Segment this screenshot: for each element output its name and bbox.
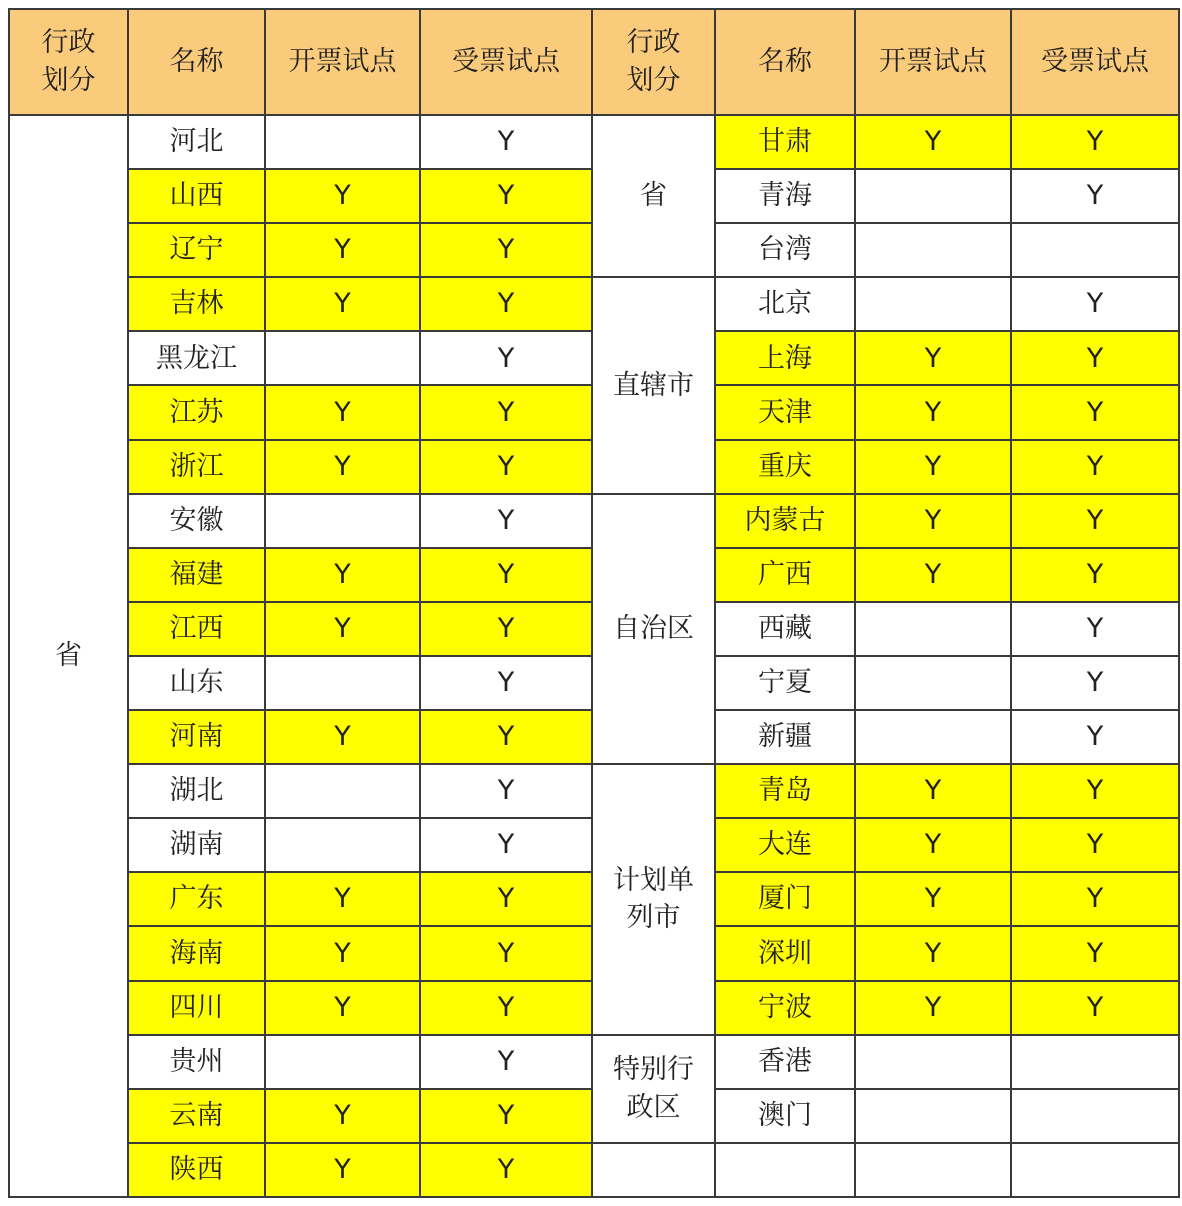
receive-pilot-cell: Y: [1011, 331, 1179, 385]
region-name: 黑龙江: [128, 331, 265, 385]
receive-pilot-cell: Y: [1011, 602, 1179, 656]
receive-pilot-cell: [1011, 1089, 1179, 1143]
receive-pilot-cell: Y: [1011, 440, 1179, 494]
division-cell: 特别行 政区: [592, 1035, 715, 1143]
receive-pilot-cell: Y: [1011, 656, 1179, 710]
table-row: [9, 115, 1179, 169]
header-name: 名称: [715, 9, 855, 115]
issue-pilot-cell: Y: [265, 440, 420, 494]
receive-pilot-cell: Y: [420, 818, 592, 872]
issue-pilot-cell: [855, 656, 1011, 710]
receive-pilot-cell: Y: [420, 764, 592, 818]
issue-pilot-cell: Y: [855, 385, 1011, 439]
region-name: 福建: [128, 548, 265, 602]
receive-pilot-cell: Y: [420, 385, 592, 439]
region-name: 深圳: [715, 926, 855, 980]
issue-pilot-cell: [265, 331, 420, 385]
receive-pilot-cell: Y: [1011, 277, 1179, 331]
issue-pilot-cell: Y: [265, 872, 420, 926]
receive-pilot-cell: Y: [1011, 494, 1179, 548]
issue-pilot-cell: Y: [265, 1143, 420, 1197]
receive-pilot-cell: Y: [1011, 764, 1179, 818]
issue-pilot-cell: Y: [855, 548, 1011, 602]
region-name: 澳门: [715, 1089, 855, 1143]
receive-pilot-cell: Y: [420, 115, 592, 169]
issue-pilot-cell: Y: [855, 115, 1011, 169]
region-name: 云南: [128, 1089, 265, 1143]
region-name: 上海: [715, 331, 855, 385]
region-name: 江苏: [128, 385, 265, 439]
receive-pilot-cell: Y: [1011, 385, 1179, 439]
receive-pilot-cell: Y: [420, 494, 592, 548]
region-name: 内蒙古: [715, 494, 855, 548]
receive-pilot-cell: Y: [420, 926, 592, 980]
issue-pilot-cell: [265, 494, 420, 548]
receive-pilot-cell: Y: [1011, 710, 1179, 764]
issue-pilot-cell: [265, 656, 420, 710]
region-name: 天津: [715, 385, 855, 439]
issue-pilot-cell: [855, 602, 1011, 656]
receive-pilot-cell: Y: [1011, 169, 1179, 223]
region-name: 西藏: [715, 602, 855, 656]
region-name: 海南: [128, 926, 265, 980]
table-row: [9, 277, 1179, 331]
region-name: 贵州: [128, 1035, 265, 1089]
issue-pilot-cell: [855, 277, 1011, 331]
receive-pilot-cell: [1011, 1035, 1179, 1089]
receive-pilot-cell: Y: [420, 548, 592, 602]
division-cell: 自治区: [592, 494, 715, 764]
region-name: 河南: [128, 710, 265, 764]
region-name: 新疆: [715, 710, 855, 764]
region-name: 江西: [128, 602, 265, 656]
receive-pilot-cell: Y: [420, 710, 592, 764]
receive-pilot-cell: Y: [420, 1089, 592, 1143]
receive-pilot-cell: Y: [420, 1035, 592, 1089]
issue-pilot-cell: Y: [265, 926, 420, 980]
receive-pilot-cell: Y: [420, 277, 592, 331]
issue-pilot-cell: [855, 1089, 1011, 1143]
receive-pilot-cell: Y: [1011, 926, 1179, 980]
receive-pilot-cell: [1011, 223, 1179, 277]
table-row: [9, 494, 1179, 548]
receive-pilot-cell: Y: [420, 656, 592, 710]
region-name: 湖南: [128, 818, 265, 872]
region-name: 重庆: [715, 440, 855, 494]
issue-pilot-cell: Y: [855, 494, 1011, 548]
pilot-regions-table: [8, 8, 1180, 1198]
issue-pilot-cell: Y: [855, 440, 1011, 494]
division-cell: 计划单 列市: [592, 764, 715, 1034]
region-name: 宁夏: [715, 656, 855, 710]
issue-pilot-cell: [265, 1035, 420, 1089]
issue-pilot-cell: Y: [855, 331, 1011, 385]
region-name: 湖北: [128, 764, 265, 818]
receive-pilot-cell: Y: [420, 602, 592, 656]
issue-pilot-cell: [855, 1143, 1011, 1197]
region-name: 四川: [128, 981, 265, 1035]
region-name: 台湾: [715, 223, 855, 277]
region-name: 安徽: [128, 494, 265, 548]
issue-pilot-cell: Y: [855, 818, 1011, 872]
receive-pilot-cell: Y: [420, 440, 592, 494]
header-name: 名称: [128, 9, 265, 115]
issue-pilot-cell: Y: [265, 169, 420, 223]
receive-pilot-cell: Y: [420, 331, 592, 385]
issue-pilot-cell: [265, 115, 420, 169]
region-name: 陕西: [128, 1143, 265, 1197]
region-name: 甘肃: [715, 115, 855, 169]
table-row: [9, 764, 1179, 818]
receive-pilot-cell: Y: [1011, 115, 1179, 169]
issue-pilot-cell: [855, 169, 1011, 223]
region-name: 北京: [715, 277, 855, 331]
division-cell: 省: [592, 115, 715, 277]
receive-pilot-cell: Y: [420, 1143, 592, 1197]
region-name: 河北: [128, 115, 265, 169]
issue-pilot-cell: Y: [265, 223, 420, 277]
region-name: 厦门: [715, 872, 855, 926]
issue-pilot-cell: Y: [265, 548, 420, 602]
issue-pilot-cell: [855, 1035, 1011, 1089]
issue-pilot-cell: Y: [265, 981, 420, 1035]
issue-pilot-cell: [855, 710, 1011, 764]
region-name: 宁波: [715, 981, 855, 1035]
issue-pilot-cell: Y: [265, 277, 420, 331]
division-cell: 直辖市: [592, 277, 715, 493]
header-division: 行政 划分: [592, 9, 715, 115]
receive-pilot-cell: Y: [420, 872, 592, 926]
header-receive: 受票试点: [1011, 9, 1179, 115]
region-name: 青海: [715, 169, 855, 223]
region-name: 广西: [715, 548, 855, 602]
receive-pilot-cell: Y: [1011, 818, 1179, 872]
header-receive: 受票试点: [420, 9, 592, 115]
issue-pilot-cell: Y: [855, 764, 1011, 818]
region-name: 山西: [128, 169, 265, 223]
receive-pilot-cell: Y: [420, 169, 592, 223]
issue-pilot-cell: Y: [265, 1089, 420, 1143]
receive-pilot-cell: Y: [420, 981, 592, 1035]
receive-pilot-cell: Y: [420, 223, 592, 277]
region-name: 青岛: [715, 764, 855, 818]
receive-pilot-cell: Y: [1011, 548, 1179, 602]
division-cell: 省: [9, 115, 128, 1197]
issue-pilot-cell: Y: [855, 926, 1011, 980]
issue-pilot-cell: Y: [855, 872, 1011, 926]
region-name: 吉林: [128, 277, 265, 331]
region-name: 广东: [128, 872, 265, 926]
issue-pilot-cell: Y: [265, 602, 420, 656]
receive-pilot-cell: Y: [1011, 981, 1179, 1035]
issue-pilot-cell: Y: [265, 710, 420, 764]
table-row: [9, 1143, 1179, 1197]
header-row: [9, 9, 1179, 115]
receive-pilot-cell: [1011, 1143, 1179, 1197]
receive-pilot-cell: Y: [1011, 872, 1179, 926]
header-division: 行政 划分: [9, 9, 128, 115]
table-row: [9, 1035, 1179, 1089]
issue-pilot-cell: [265, 818, 420, 872]
issue-pilot-cell: [855, 223, 1011, 277]
header-issue: 开票试点: [855, 9, 1011, 115]
division-cell: [592, 1143, 715, 1197]
region-name: 大连: [715, 818, 855, 872]
region-name: 山东: [128, 656, 265, 710]
region-name: [715, 1143, 855, 1197]
issue-pilot-cell: Y: [265, 385, 420, 439]
region-name: 浙江: [128, 440, 265, 494]
header-issue: 开票试点: [265, 9, 420, 115]
region-name: 香港: [715, 1035, 855, 1089]
issue-pilot-cell: Y: [855, 981, 1011, 1035]
issue-pilot-cell: [265, 764, 420, 818]
region-name: 辽宁: [128, 223, 265, 277]
